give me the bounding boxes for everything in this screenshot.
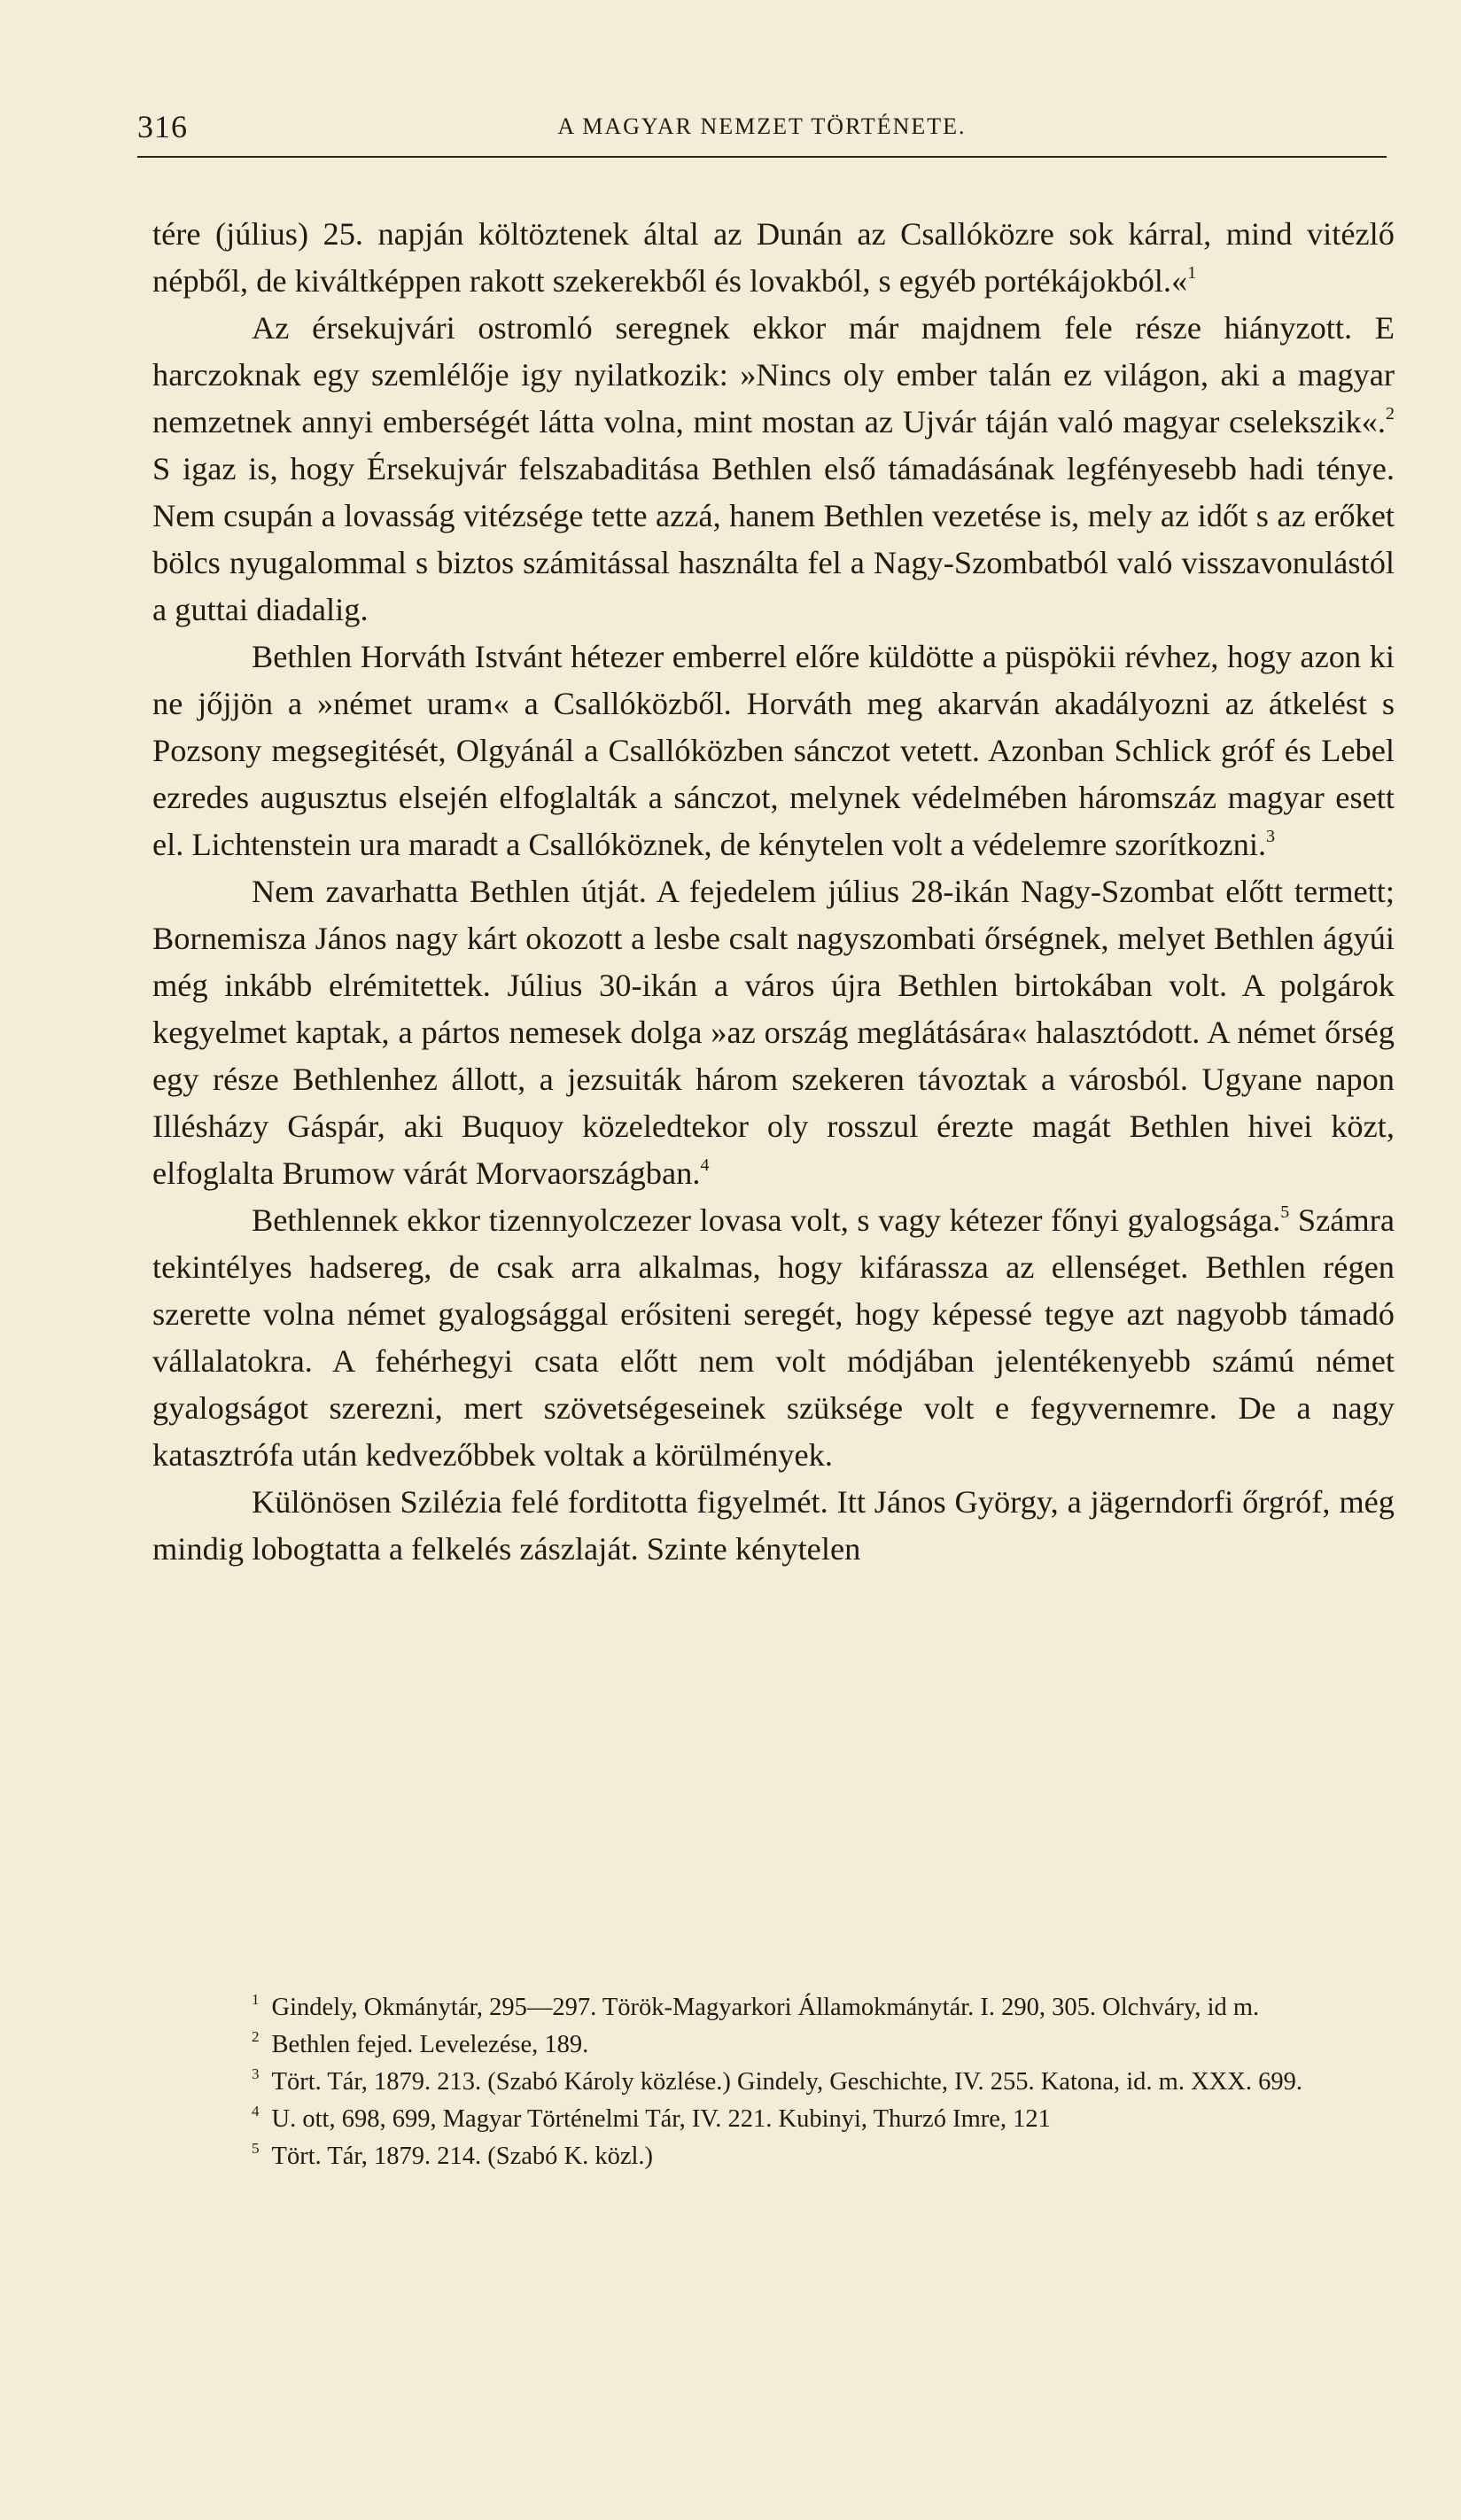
paragraph bbox=[152, 868, 1395, 1197]
footnote-text: U. ott, 698, 699, Magyar Történelmi Tár, IV. 221. Kubinyi, Thurzó Imre, 121 bbox=[271, 2105, 1051, 2133]
paragraph bbox=[152, 634, 1395, 868]
footnote-ref: 2 bbox=[1385, 404, 1395, 424]
footnote bbox=[152, 2064, 1395, 2101]
paragraph bbox=[152, 305, 1395, 634]
footnote-ref: 3 bbox=[1266, 827, 1276, 846]
page-header bbox=[137, 105, 1387, 149]
footnote-text: Bethlen fejed. Levelezése, 189. bbox=[271, 2031, 589, 2058]
footnote-mark: 1 bbox=[252, 1991, 260, 2009]
footnotes bbox=[152, 1989, 1395, 2175]
paragraph-text-continued: S igaz is, hogy Érsekujvár felszabaditása Bethlen első támadásának legfényesebb hadi ténye. Nem csupán a lovasság vitézsége tette azzá, hanem Bethlen vezetése is, mely az időt s az erőket bölcs nyugalommal s biztos számitással használta fel a Nagy-Szombatból való visszavonulástól a guttai diadalig. bbox=[152, 451, 1395, 627]
footnote-text: Gindely, Okmánytár, 295—297. Török-Magyarkori Államokmánytár. I. 290, 305. Olchváry, id m. bbox=[271, 1994, 1260, 2021]
footnote-ref: 4 bbox=[700, 1155, 710, 1175]
header-rule bbox=[137, 156, 1387, 158]
paragraph bbox=[152, 1197, 1395, 1479]
paragraph-text: Nem zavarhatta Bethlen útját. A fejedelem július 28-ikán Nagy-Szombat előtt termett; Bornemisza János nagy kárt okozott a lesbe csalt nagyszombati őrségnek, melyet Bethlen ágyúi még inkább elrémitettek. Július 30-ikán a város újra Bethlen birtokában volt. A polgárok kegyelmet kaptak, a pártos nemesek dolga »az ország meglátására« halasztódott. A német őrség egy része Bethlenhez állott, a jezsuiták három szekeren távoztak a városból. Ugyane napon Illésházy Gáspár, aki Buquoy közeledtekor oly rosszul érezte magát Bethlen hivei közt, elfoglalta Brumow várát Morvaországban. bbox=[152, 874, 1395, 1191]
main-text bbox=[152, 211, 1395, 1573]
paragraph bbox=[152, 211, 1395, 305]
footnote-text: Tört. Tár, 1879. 214. (Szabó K. közl.) bbox=[271, 2143, 654, 2170]
paragraph bbox=[152, 1479, 1395, 1573]
paragraph-text: Bethlen Horváth Istvánt hétezer emberrel előre küldötte a püspökii révhez, hogy azon ki ne jőjjön a »német uram« a Csallóközből. Horváth meg akarván akadályozni az átkelést s Pozsony megsegitését, Olgyánál a Csallóközben sánczot vetett. Azonban Schlick gróf és Lebel ezredes augusztus elsején elfoglalták a sánczot, melynek védelmében háromszáz magyar esett el. Lichtenstein ura maradt a Csallóköznek, de kénytelen volt a védelemre szorítkozni. bbox=[152, 639, 1395, 862]
paragraph-text: Az érsekujvári ostromló seregnek ekkor már majdnem fele része hiányzott. E harczoknak egy szemlélője igy nyilatkozik: »Nincs oly ember talán ez világon, aki a magyar nemzetnek annyi emberségét látta volna, mint mostan az Ujvár táján való magyar cselekszik«. bbox=[152, 310, 1395, 439]
paragraph-text-continued: Számra tekintélyes hadsereg, de csak arra alkalmas, hogy kifárassza az ellenséget. Bethlen régen szerette volna német gyalogsággal erősiteni seregét, hogy képessé tegye azt nagyobb támadó vállalatokra. A fehérhegyi csata előtt nem volt módjában jelentékenyebb számú német gyalogságot szerezni, mert szövetségeseinek szüksége volt e fegyvernemre. De a nagy katasztrófa után kedvezőbbek voltak a körülmények. bbox=[152, 1202, 1395, 1473]
footnote-mark: 2 bbox=[252, 2028, 260, 2046]
footnote-mark: 4 bbox=[252, 2103, 260, 2120]
footnote-ref: 5 bbox=[1280, 1202, 1290, 1222]
footnote bbox=[152, 2138, 1395, 2175]
footnote bbox=[152, 1989, 1395, 2026]
paragraph-text: Bethlennek ekkor tizennyolczezer lovasa volt, s vagy kétezer főnyi gyalogsága. bbox=[252, 1202, 1281, 1238]
footnote-mark: 3 bbox=[252, 2065, 260, 2083]
page-number: 316 bbox=[137, 109, 188, 144]
footnote bbox=[152, 2026, 1395, 2064]
paragraph-text: Különösen Szilézia felé forditotta figyelmét. Itt János György, a jägerndorfi őrgróf, még mindig lobogtatta a felkelés zászlaját. Szinte kénytelen bbox=[152, 1484, 1395, 1567]
paragraph-text: tére (július) 25. napján költöztenek által az Dunán az Csallóközre sok kárral, mind vitézlő népből, de kiváltképpen rakott szekerekből és lovakból, s egyéb portékájokból.« bbox=[152, 216, 1395, 299]
footnote bbox=[152, 2101, 1395, 2138]
footnote-mark: 5 bbox=[252, 2140, 260, 2158]
footnote-ref: 1 bbox=[1187, 263, 1197, 283]
footnote-text: Tört. Tár, 1879. 213. (Szabó Károly közlése.) Gindely, Geschichte, IV. 255. Katona, id. m. XXX. 699. bbox=[271, 2068, 1302, 2096]
running-head: A MAGYAR NEMZET TÖRTÉNETE. bbox=[557, 113, 967, 139]
